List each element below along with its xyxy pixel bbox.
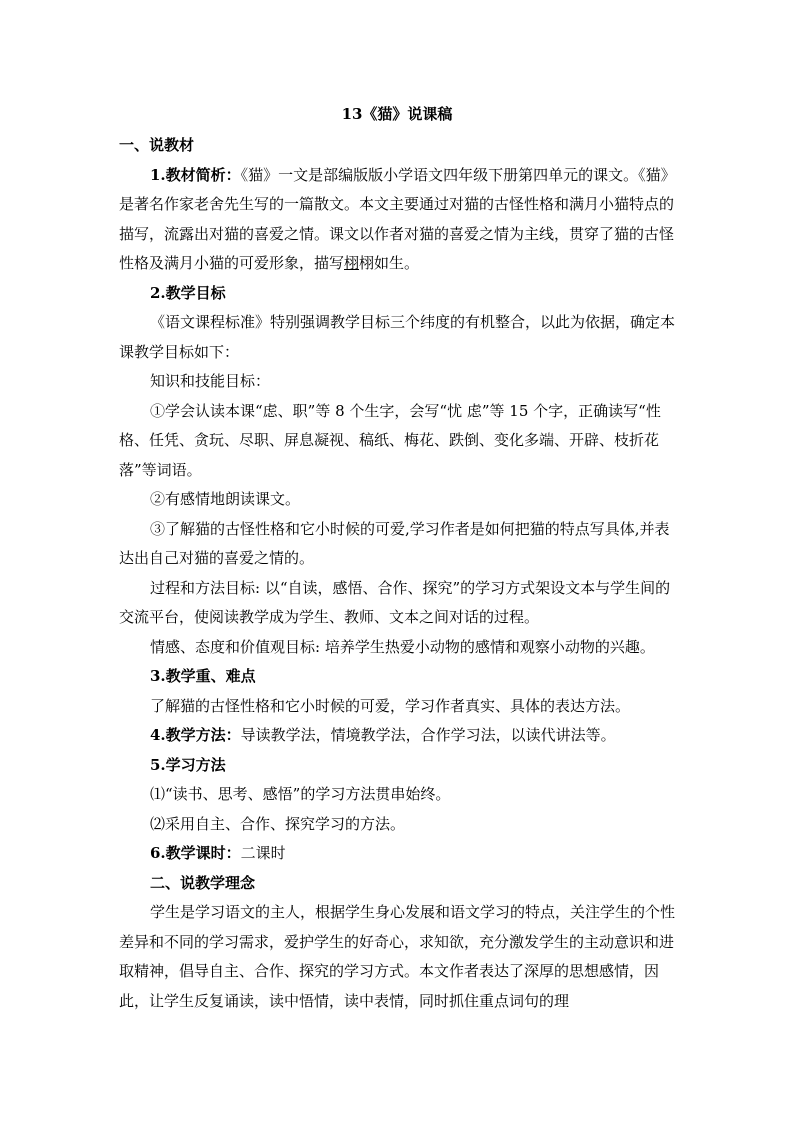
paragraph-process-goal: 过程和方法目标: 以“自读，感悟、合作、探究”的学习方式架设文本与学生间的交流平台，使阅读教学成为学生、教师、文本之间对话的过程。: [119, 578, 671, 626]
underlined-char: 栩: [344, 254, 360, 272]
paragraph-text-end: 栩如生。: [359, 254, 420, 272]
subheading-zhongnan: 3.教学重、难点: [150, 667, 256, 685]
paragraph-text: 《猫》一文是部编版版小学语文四年级下册第四单元的课文。《猫》是著名作家老舍先生写的一篇散文。本文主要通过对猫的古怪性格和满月小猫特点的描写，流露出对猫的喜爱之情。课文以作者对猫的喜爱之情为主线，贯穿了猫的古怪性格及满月小猫的可爱形象，描写: [119, 165, 675, 272]
list-item-method-2: ⑵采用自主、合作、探究学习的方法。: [150, 814, 406, 833]
document-body: [119, 131, 675, 1016]
paragraph-text: 导读教学法，情境教学法，合作学习法，以读代讲法等。: [240, 726, 616, 744]
paragraph-label: 1.教材简析：: [150, 165, 241, 184]
paragraph-mubiao-intro: 《语文课程标准》特别强调教学目标三个纬度的有机整合，以此为依据，确定本课教学目标如下：: [119, 313, 676, 361]
paragraph-knowledge-label: 知识和技能目标：: [150, 372, 271, 390]
section-heading-2: 二、说教学理念: [150, 873, 256, 892]
list-item-goal-1: ①学会认读本课“虑、职”等 8 个生字，会写“忧 虑”等 15 个字，正确读写“性格、任凭、贪玩、尽职、屏息凝视、稿纸、梅花、跌倒、变化多端、开辟、枝折花落”等词语。: [119, 401, 661, 479]
list-item-goal-2: ②有感情地朗读课文。: [150, 490, 301, 508]
paragraph-emotion-goal: 情感、态度和价值观目标: 培养学生热爱小动物的感情和观察小动物的兴趣。: [150, 637, 655, 656]
paragraph-label: 6.教学课时：: [150, 844, 241, 862]
paragraph-jiaocai: [119, 161, 675, 279]
list-item-goal-3: ③了解猫的古怪性格和它小时候的可爱,学习作者是如何把猫的特点写具体,并表达出自己对猫的喜爱之情的。: [119, 519, 670, 567]
paragraph-text: 二课时: [240, 844, 286, 862]
paragraph-zhongnan: 了解猫的古怪性格和它小时候的可爱，学习作者真实、具体的表达方法。: [150, 696, 631, 715]
document-title: 13《猫》说课稿: [341, 105, 453, 123]
subheading-mubiao: 2.教学目标: [150, 283, 226, 302]
paragraph-fangfa: [119, 721, 675, 751]
paragraph-label: 4.教学方法：: [150, 726, 241, 744]
paragraph-keshi: [119, 839, 675, 869]
subheading-xuexi: 5.学习方法: [150, 755, 226, 774]
paragraph-linian: 学生是学习语文的主人，根据学生身心发展和语文学习的特点，关注学生的个性差异和不同的学习需求，爱护学生的好奇心，求知欲，充分激发学生的主动意识和进取精神，倡导自主、合作、探究的学习方式。本文作者表达了深厚的思想感情，因此，让学生反复诵读，读中悟情，读中表情，同时抓住重点词句的理: [119, 903, 676, 1010]
list-item-method-1: ⑴“读书、思考、感悟”的学习方法贯串始终。: [150, 785, 451, 803]
section-heading-1: 一、说教材: [119, 136, 195, 154]
